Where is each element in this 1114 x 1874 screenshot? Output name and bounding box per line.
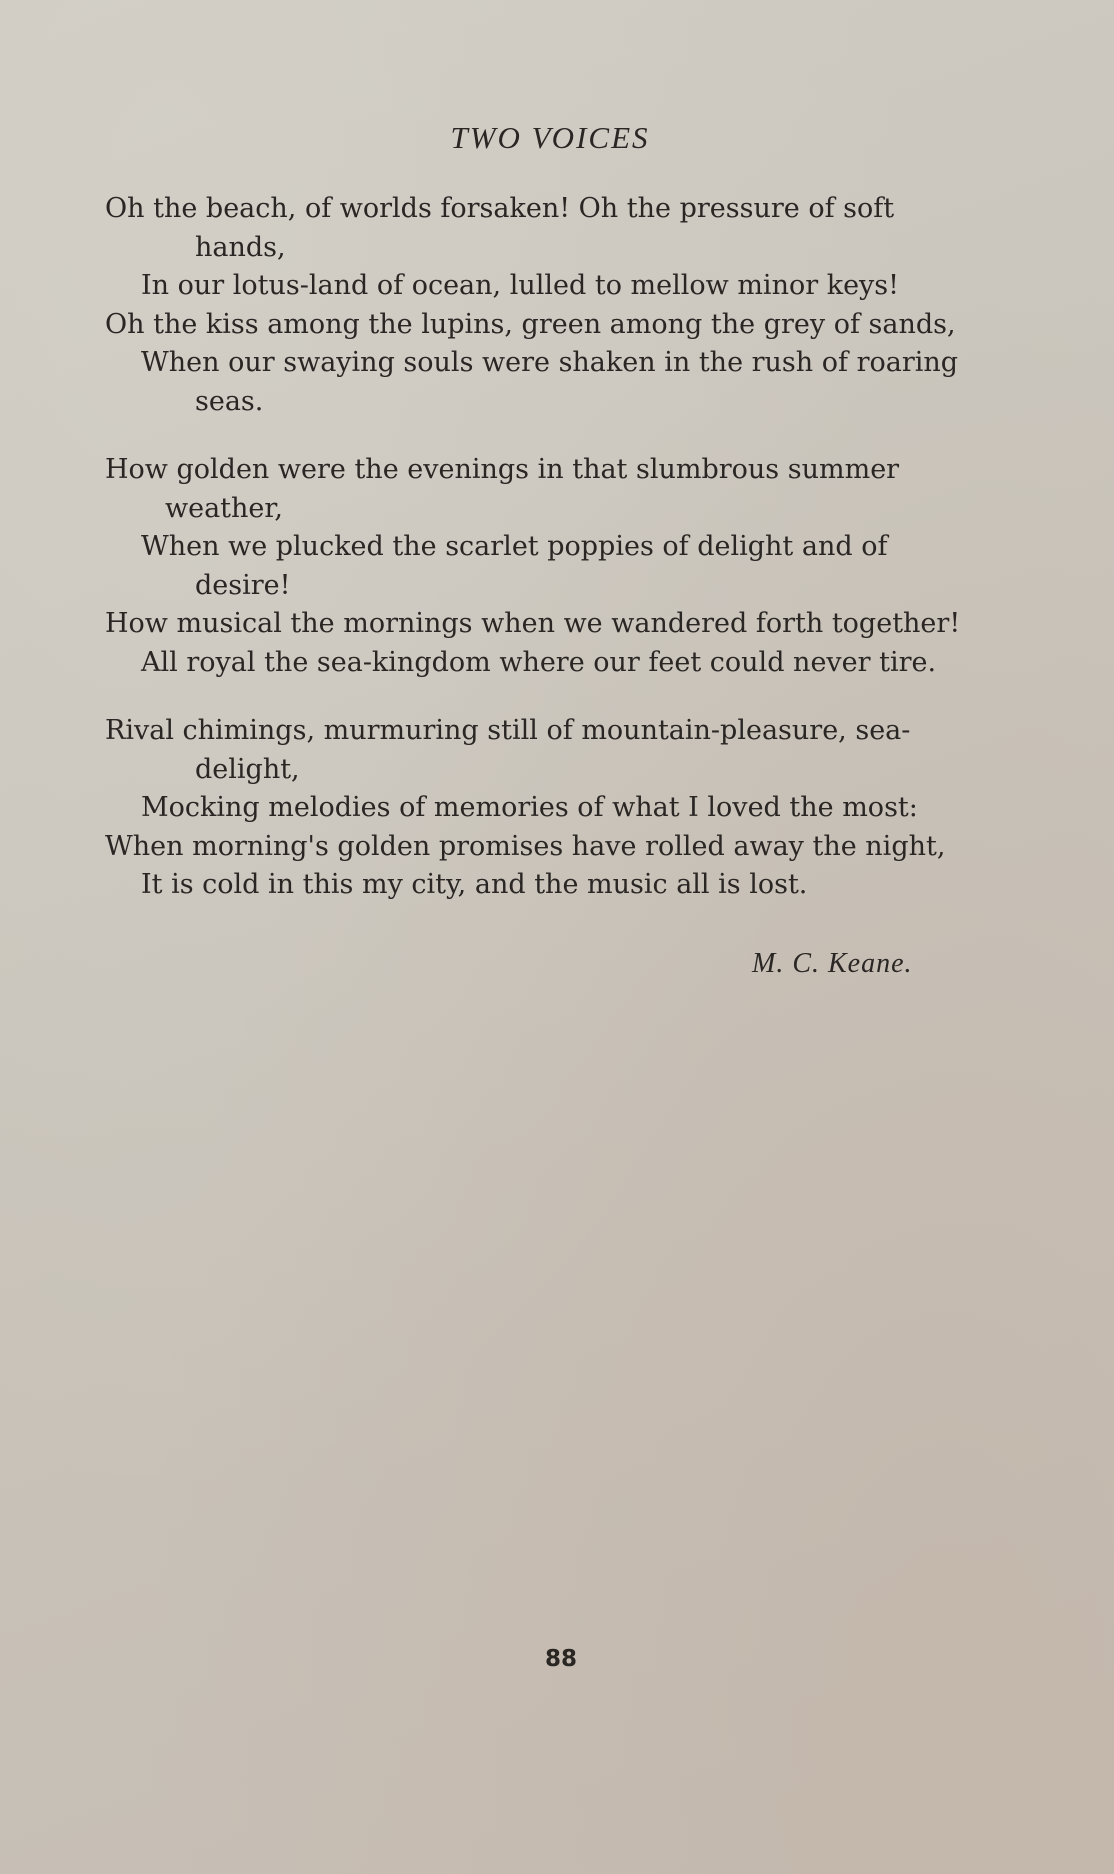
poem-line-continuation: delight, xyxy=(195,753,300,785)
poem-line: Oh the kiss among the lupins, green among the grey of sands, xyxy=(105,308,956,340)
stanza-1 xyxy=(105,190,998,421)
author-signature: M. C. Keane. xyxy=(752,948,913,979)
poem-line: All royal the sea-kingdom where our feet could never tire. xyxy=(141,646,937,678)
stanza-3 xyxy=(105,712,998,905)
poem-line: When we plucked the scarlet poppies of delight and of xyxy=(141,531,888,562)
poem-line: Oh the beach, of worlds forsaken! Oh the pressure of soft xyxy=(105,193,895,224)
poem-line: When our swaying souls were shaken in the rush of roaring xyxy=(141,347,959,378)
poem-title: TWO VOICES xyxy=(450,120,650,155)
stanza-2 xyxy=(105,451,998,682)
poem-line: Mocking melodies of memories of what I loved the most: xyxy=(141,792,918,823)
poem-line: It is cold in this my city, and the music all is lost. xyxy=(141,869,808,900)
poem-line-continuation: seas. xyxy=(195,385,264,417)
poem-line-continuation: weather, xyxy=(165,492,283,524)
poem-line-continuation: hands, xyxy=(195,231,286,263)
poem-line: How musical the mornings when we wandered forth together! xyxy=(105,608,961,639)
poem-line: In our lotus-land of ocean, lulled to mellow minor keys! xyxy=(141,270,900,301)
poem-line: Rival chimings, murmuring still of mountain-pleasure, sea- xyxy=(105,715,911,746)
poem-body xyxy=(105,190,998,935)
poem-line: How golden were the evenings in that slumbrous summer xyxy=(105,454,900,485)
page-number: 88 xyxy=(544,1646,577,1672)
poem-line-continuation: desire! xyxy=(195,569,291,601)
poem-line: When morning's golden promises have rolled away the night, xyxy=(105,830,946,862)
